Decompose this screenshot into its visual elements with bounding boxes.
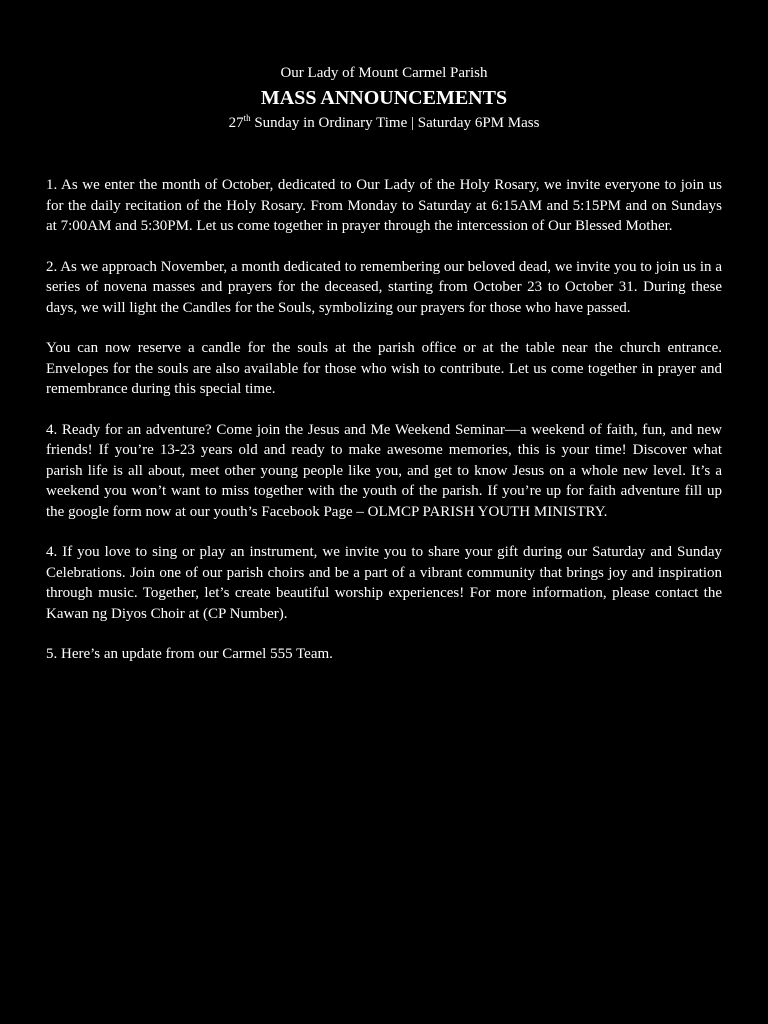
announcement-novena: 2. As we approach November, a month dedicated to remembering our beloved dead, we invite you to join us in a series of novena masses and prayers for the deceased, starting from October 23 to October 31. During these days, we will light the Candles for the Souls, symbolizing our prayers for those who have passed. [46,258,722,316]
subtitle-text: Sunday in Ordinary Time | Saturday 6PM Mass [250,115,540,131]
announcement-youth-seminar: 4. Ready for an adventure? Come join the Jesus and Me Weekend Seminar—a weekend of faith, fun, and new friends! If you’re 13-23 years old and ready to make awesome memories, this is your time! Discover what parish life is all about, meet other young people like you, and get to know Jesus on a whole new level. It’s a weekend you won’t want to miss together with the youth of the parish. If you’re up for faith adventure fill up the google form now at our youth’s Facebook Page – OLMCP PARISH YOUTH MINISTRY. [46,421,722,520]
announcement-choir: 4. If you love to sing or play an instrument, we invite you to share your gift during our Saturday and Sunday Celebrations. Join one of our parish choirs and be a part of a vibrant community that brings joy and inspiration through music. Together, let’s create beautiful worship experiences! For more information, please contact the Kawan ng Diyos Choir at (CP Number). [46,544,722,622]
announcement-carmel-555: 5. Here’s an update from our Carmel 555 Team. [46,646,333,662]
page-title: MASS ANNOUNCEMENTS [260,87,508,109]
announcements-body [46,175,722,665]
document-header [46,0,722,133]
parish-name: Our Lady of Mount Carmel Parish [280,65,488,81]
announcement-candle: You can now reserve a candle for the souls at the parish office or at the table near the church entrance. Envelopes for the souls are also available for those who wish to contribute. Let us come together in prayer and remembrance during this special time. [46,340,722,397]
announcement-rosary: 1. As we enter the month of October, dedicated to Our Lady of the Holy Rosary, we invite everyone to join us for the daily recitation of the Holy Rosary. From Monday to Saturday at 6:15AM and 5:15PM and on Sundays at 7:00AM and 5:30PM. Let us come together in prayer through the intercession of Our Blessed Mother. [46,177,722,234]
mass-subtitle [46,113,722,133]
ordinal-suffix: th [243,113,251,123]
ordinal-number: 27 [228,115,244,131]
